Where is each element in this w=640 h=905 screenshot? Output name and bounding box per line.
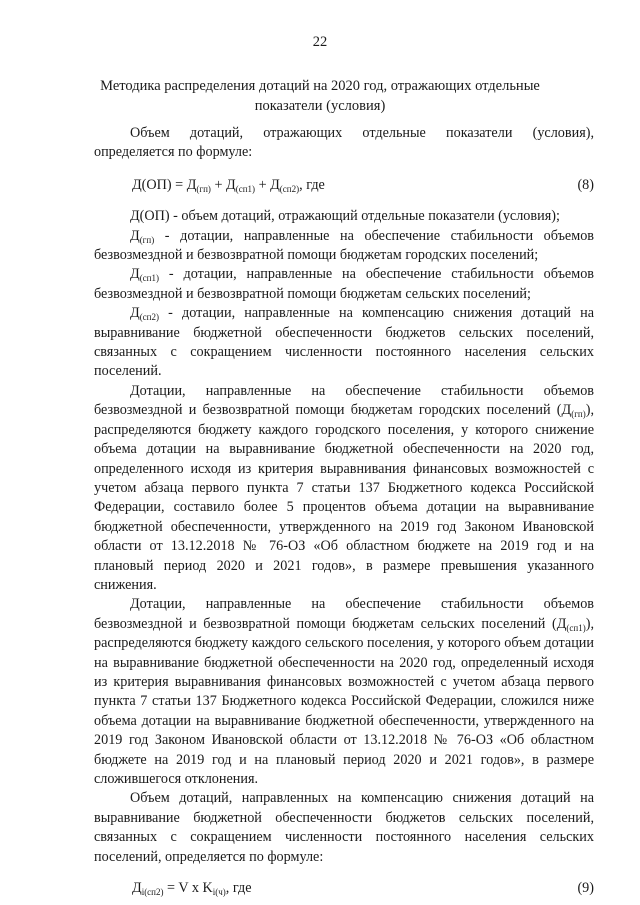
formula-8-expression xyxy=(132,176,325,195)
definition-sp2 xyxy=(94,304,594,382)
paragraph-rural-settlements xyxy=(94,595,594,789)
definition-op: Д(ОП) - объем дотаций, отражающий отдельные показатели (условия); xyxy=(130,208,560,225)
formula-9 xyxy=(132,879,594,898)
symbol-text: Д xyxy=(130,227,140,244)
definition-text: - дотации, направленные на обеспечение стабильности объемов безвозмездной и безвозвратной помощи бюджетам сельских поселений; xyxy=(94,266,594,302)
formula-8-number: (8) xyxy=(577,176,594,193)
paragraph-text: ), распределяются бюджету каждого сельского поселения, у которого объем дотации на выравнивание бюджетной обеспеченности на 2020 год, определенный исходя из критерия выравнивания финансовых возможностей с учетом абзаца первого пункта 7 статьи 137 Бюджетного кодекса Российской Федерации, сложился ниже объема дотации на выравнивание бюджетной обеспеченности, утвержденного на 2019 год Законом Ивановской области от 13.12.2018 № 76-ОЗ «Об областном бюджете на 2019 год и на плановый период 2020 и 2021 годов», в размере сложившегося отклонения. xyxy=(94,615,594,787)
section-title: Методика распределения дотаций на 2020 год, отражающих отдельные показатели (условия) xyxy=(100,78,540,114)
symbol-subscript: (сп1) xyxy=(566,622,586,633)
paragraph-text: ), распределяются бюджету каждого городского поселения, у которого снижение объема дотации на выравнивание бюджетной обеспеченности на 2020 год, определенного исходя из критерия выравнивания финансовых возможностей с учетом абзаца первого пункта 7 статьи 137 Бюджетного кодекса Российской Федерации, составило более 5 процентов объема дотации на выравнивание бюджетной обеспеченности, утвержденного на 2019 год Законом Ивановской области от 13.12.2018 № 76-ОЗ «Об областном бюджете на 2019 год и на плановый период 2020 и 2021 годов», в размере превышения указанного снижения. xyxy=(94,402,594,593)
formula-subscript: (гп) xyxy=(196,183,211,194)
formula-subscript: (сп2) xyxy=(279,183,300,194)
formula-text: Д(ОП) = Д xyxy=(132,176,197,193)
definition-sp1 xyxy=(94,265,594,304)
definition-text: - дотации, направленные на компенсацию снижения дотаций на выравнивание бюджетной обеспеченности бюджетов сельских поселений, связанных с сокращением численности постоянного населения сельских поселений. xyxy=(94,305,594,380)
symbol-subscript: (гп) xyxy=(139,234,155,245)
symbol-text: Д xyxy=(130,305,140,322)
formula-9-number: (9) xyxy=(577,880,594,897)
formula-text: , где xyxy=(299,176,325,193)
formula-subscript: (сп1) xyxy=(235,183,256,194)
formula-text: + Д xyxy=(210,176,236,193)
formula-text: , где xyxy=(225,880,252,897)
paragraph-compensation: Объем дотаций, направленных на компенсацию снижения дотаций на выравнивание бюджетной обеспеченности бюджетов сельских поселений, связанных с сокращением численности постоянного населения сельских поселений, определяется по формуле: xyxy=(94,790,594,865)
paragraph-urban-settlements xyxy=(94,382,594,595)
formula-subscript: i(ч) xyxy=(212,887,226,898)
intro-paragraph: Объем дотаций, отражающих отдельные показатели (условия), определяется по формуле: xyxy=(94,125,594,161)
symbol-text: Д xyxy=(130,266,140,283)
formula-subscript: i(сп2) xyxy=(141,887,164,898)
paragraph-text: Дотации, направленные на обеспечение стабильности объемов безвозмездной и безвозвратной помощи бюджетам сельских поселений (Д xyxy=(94,596,594,632)
formula-text: = V x K xyxy=(163,880,213,897)
paragraph-text: Дотации, направленные на обеспечение стабильности объемов безвозмездной и безвозвратной помощи бюджетам городских поселений (Д xyxy=(94,382,594,419)
definition-gp xyxy=(94,227,594,266)
page-number: 22 xyxy=(312,34,328,50)
formula-9-expression xyxy=(132,879,252,898)
formula-8 xyxy=(132,176,594,195)
formula-text: + Д xyxy=(255,176,280,193)
symbol-subscript: (гп) xyxy=(571,409,586,420)
definition-text: - дотации, направленные на обеспечение стабильности объемов безвозмездной и безвозвратной помощи бюджетам городских поселений; xyxy=(94,227,594,264)
symbol-subscript: (сп1) xyxy=(139,273,159,284)
formula-text: Д xyxy=(132,880,142,897)
document-body xyxy=(94,124,594,898)
symbol-subscript: (сп2) xyxy=(139,312,159,323)
